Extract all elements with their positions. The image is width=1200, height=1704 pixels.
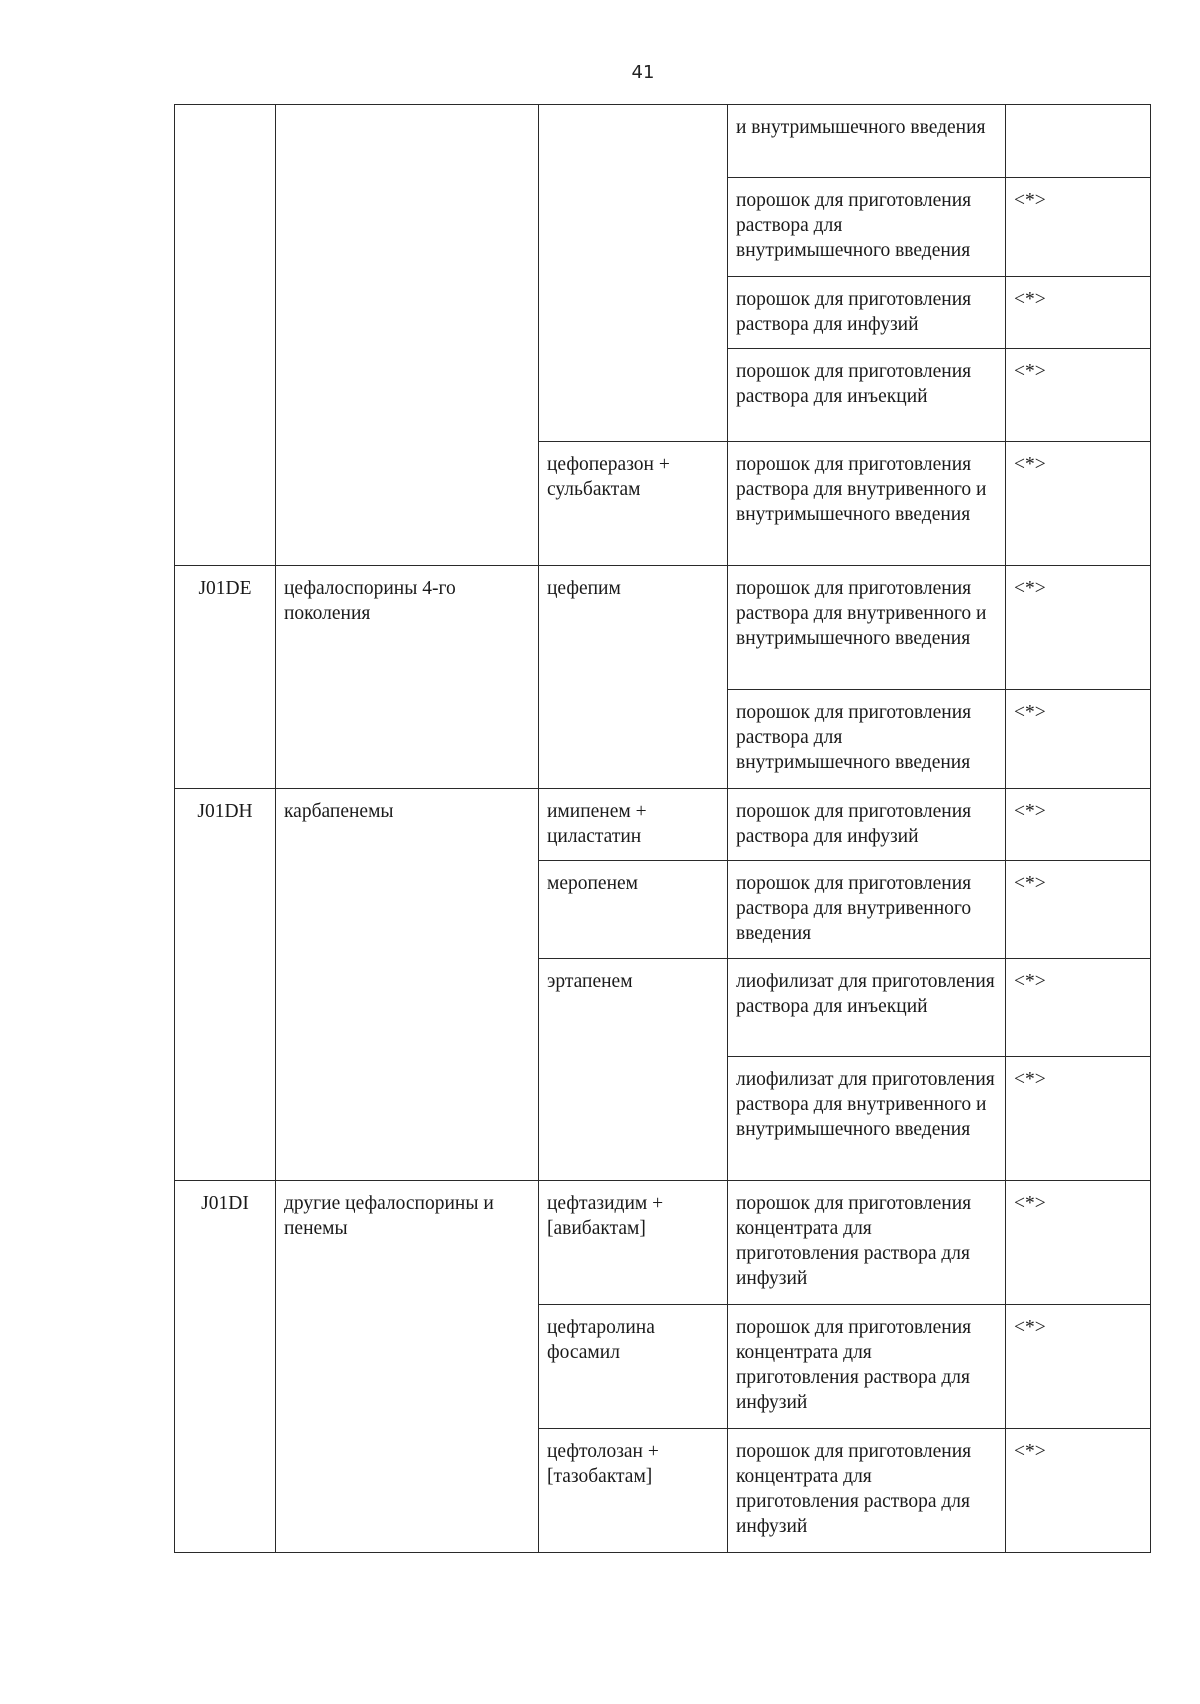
atc-code-cell [175,105,276,566]
note-cell: <*> [1006,1429,1151,1553]
dosage-form-cell: лиофилизат для приготовления раствора для инъекций [728,959,1006,1057]
inn-cell: цефепим [539,566,728,789]
note-cell: <*> [1006,349,1151,442]
note-cell: <*> [1006,178,1151,277]
note-cell: <*> [1006,1181,1151,1305]
dosage-form-cell: порошок для приготовления раствора для внутривенного и внутримышечного введения [728,442,1006,566]
inn-cell: цефоперазон + сульбактам [539,442,728,566]
atc-code-cell: J01DI [175,1181,276,1553]
dosage-form-cell: порошок для приготовления раствора для инфузий [728,789,1006,861]
note-cell: <*> [1006,789,1151,861]
note-cell [1006,105,1151,178]
atc-code-cell: J01DH [175,789,276,1181]
group-name-cell: цефалоспорины 4-го поколения [276,566,539,789]
note-cell: <*> [1006,277,1151,349]
inn-cell: цефтаролина фосамил [539,1305,728,1429]
note-cell: <*> [1006,566,1151,690]
page-number: 41 [631,62,655,83]
dosage-form-cell: порошок для приготовления концентрата для приготовления раствора для инфузий [728,1181,1006,1305]
dosage-form-cell: порошок для приготовления раствора для внутривенного и внутримышечного введения [728,566,1006,690]
inn-cell: эртапенем [539,959,728,1181]
note-cell: <*> [1006,1057,1151,1181]
dosage-form-cell: порошок для приготовления раствора для внутримышечного введения [728,690,1006,789]
note-cell: <*> [1006,861,1151,959]
note-cell: <*> [1006,690,1151,789]
dosage-form-cell: порошок для приготовления концентрата для приготовления раствора для инфузий [728,1305,1006,1429]
table-row [175,789,1151,861]
inn-cell: имипенем + циластатин [539,789,728,861]
atc-code-cell: J01DE [175,566,276,789]
note-cell: <*> [1006,1305,1151,1429]
inn-cell: цефтолозан + [тазобактам] [539,1429,728,1553]
drug-list-table [174,104,1151,1553]
dosage-form-cell: порошок для приготовления раствора для внутривенного введения [728,861,1006,959]
inn-cell [539,105,728,442]
table-row [175,566,1151,690]
table-row [175,105,1151,178]
group-name-cell [276,105,539,566]
dosage-form-cell: лиофилизат для приготовления раствора для внутривенного и внутримышечного введения [728,1057,1006,1181]
inn-cell: меропенем [539,861,728,959]
dosage-form-cell: порошок для приготовления раствора для инфузий [728,277,1006,349]
dosage-form-cell: порошок для приготовления раствора для инъекций [728,349,1006,442]
table-row [175,1181,1151,1305]
dosage-form-cell: и внутримышечного введения [728,105,1006,178]
group-name-cell: карбапенемы [276,789,539,1181]
note-cell: <*> [1006,442,1151,566]
dosage-form-cell: порошок для приготовления концентрата для приготовления раствора для инфузий [728,1429,1006,1553]
note-cell: <*> [1006,959,1151,1057]
dosage-form-cell: порошок для приготовления раствора для внутримышечного введения [728,178,1006,277]
inn-cell: цефтазидим + [авибактам] [539,1181,728,1305]
group-name-cell: другие цефалоспорины и пенемы [276,1181,539,1553]
